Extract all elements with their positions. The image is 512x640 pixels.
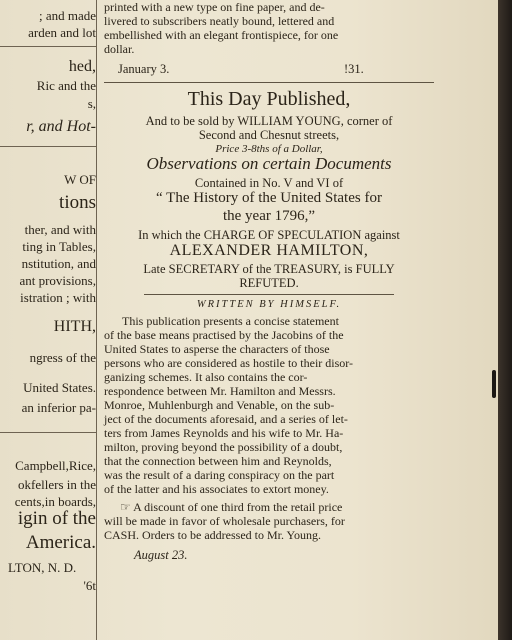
date-line: January 3. bbox=[118, 62, 170, 76]
ad-line: In which the CHARGE OF SPECULATION against bbox=[138, 228, 400, 242]
left-line: W OF bbox=[64, 172, 96, 187]
body-line: United States to asperse the characters of those bbox=[104, 342, 330, 356]
ad-line: Second and Chesnut streets, bbox=[198, 128, 340, 142]
left-line: nstitution, and bbox=[21, 256, 96, 271]
ad-price: Price 3-8ths of a Dollar, bbox=[215, 143, 323, 155]
left-line: an inferior pa- bbox=[21, 400, 96, 415]
ad-line: “ The History of the United States for bbox=[156, 190, 382, 206]
column-rule bbox=[96, 0, 97, 640]
ad-title: Observations on certain Documents bbox=[146, 154, 392, 173]
left-line: '6t bbox=[83, 578, 96, 593]
body-line: of the base means practised by the Jacobins of the bbox=[104, 328, 344, 342]
text-line: printed with a new type on fine paper, and de- bbox=[104, 0, 325, 14]
text-line: livered to subscribers neatly bound, lettered and bbox=[104, 14, 335, 28]
ad-date: August 23. bbox=[134, 548, 188, 562]
left-line: Campbell,Rice, bbox=[15, 458, 96, 473]
left-column bbox=[0, 0, 96, 640]
left-line: s, bbox=[87, 96, 96, 111]
ad-byline: WRITTEN BY HIMSELF. bbox=[196, 299, 342, 310]
left-line: LTON, N. D. bbox=[8, 560, 77, 575]
ad-name: ALEXANDER HAMILTON, bbox=[169, 242, 369, 259]
body-line: respondence between Mr. Hamilton and Messrs. bbox=[104, 384, 336, 398]
ink-blot bbox=[492, 370, 496, 398]
left-line: America. bbox=[25, 532, 96, 553]
left-line: tions bbox=[59, 192, 96, 213]
left-line: r, and Hot- bbox=[26, 118, 96, 135]
left-line: istration ; with bbox=[20, 290, 96, 305]
left-line: cents,in boards, bbox=[14, 494, 96, 509]
issue-mark: !31. bbox=[344, 62, 364, 76]
left-line: ant provisions, bbox=[19, 273, 96, 288]
ad-line: And to be sold by WILLIAM YOUNG, corner of bbox=[145, 114, 393, 128]
ad-line: Late SECRETARY of the TREASURY, is FULLY bbox=[143, 262, 395, 276]
left-line: ting in Tables, bbox=[22, 239, 96, 254]
right-column bbox=[104, 0, 434, 640]
text-line: dollar. bbox=[104, 42, 135, 56]
text-line: embellished with an elegant frontispiece, for one bbox=[104, 28, 339, 42]
body-line: This publication presents a concise statement bbox=[122, 314, 339, 328]
divider bbox=[144, 294, 394, 295]
left-line: arden and lot bbox=[28, 25, 96, 40]
body-line: persons who are considered as hostile to their disor- bbox=[104, 356, 354, 370]
body-line: CASH. Orders to be addressed to Mr. Young. bbox=[104, 528, 321, 542]
body-line: ters from James Reynolds and his wife to Mr. Ha- bbox=[104, 426, 344, 440]
page-edge bbox=[498, 0, 512, 640]
body-line: ject of the documents aforesaid, and a series of let- bbox=[104, 412, 348, 426]
divider bbox=[0, 432, 96, 433]
left-line: ; and made bbox=[38, 8, 96, 23]
body-line: ganizing schemes. It also contains the cor- bbox=[104, 370, 308, 384]
left-line: hed, bbox=[68, 58, 96, 75]
left-line: okfellers in the bbox=[18, 477, 96, 492]
left-line: ngress of the bbox=[29, 350, 96, 365]
body-line: that the connection between him and Reynolds, bbox=[104, 454, 332, 468]
body-line: of the latter and his associates to extort money. bbox=[104, 482, 329, 496]
left-line: igin of the bbox=[17, 508, 96, 529]
body-line: ☞ A discount of one third from the retail price bbox=[120, 500, 343, 514]
body-line: was the result of a daring conspiracy on the part bbox=[104, 468, 335, 482]
divider bbox=[0, 46, 96, 47]
left-line: Ric and the bbox=[36, 78, 96, 93]
ad-line: REFUTED. bbox=[239, 276, 299, 290]
divider bbox=[0, 146, 96, 147]
ad-line: Contained in No. V and VI of bbox=[194, 176, 344, 190]
divider bbox=[104, 82, 434, 83]
left-line: HITH, bbox=[53, 318, 96, 335]
body-line: milton, proving beyond the possibility of a doubt, bbox=[104, 440, 343, 454]
left-line: United States. bbox=[23, 380, 96, 395]
body-line: Monroe, Muhlenburgh and Venable, on the sub- bbox=[104, 398, 335, 412]
ad-headline: This Day Published, bbox=[187, 88, 351, 110]
left-line: ther, and with bbox=[24, 222, 96, 237]
ad-line: the year 1796,” bbox=[222, 208, 316, 224]
body-line: will be made in favor of wholesale purchasers, for bbox=[104, 514, 345, 528]
